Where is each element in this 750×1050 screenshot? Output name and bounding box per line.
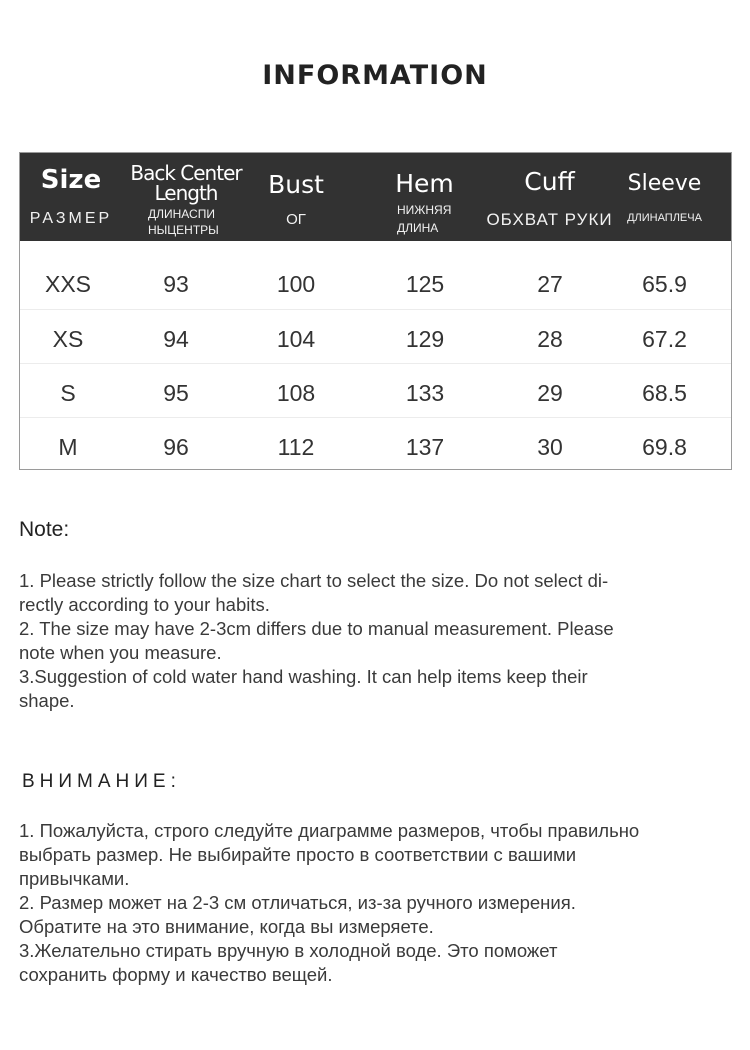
table-row xyxy=(20,363,731,418)
note-line: shape. xyxy=(19,690,75,711)
note-ru-line: Обратите на это внимание, когда вы измеряете. xyxy=(19,916,434,937)
note-line: 1. Please strictly follow the size chart to select the size. Do not select di- xyxy=(19,570,609,591)
note-heading: Note: xyxy=(19,518,70,541)
header-back-center-line1: Back Center xyxy=(130,161,242,185)
size-cell: XXS xyxy=(44,271,92,297)
header-hem-label: Hem xyxy=(395,169,454,198)
note-ru-line: сохранить форму и качество вещей. xyxy=(19,964,333,985)
hem-cell: 133 xyxy=(405,380,445,406)
header-back-center-length xyxy=(122,153,250,241)
header-bust-label: Bust xyxy=(268,170,324,199)
size-table xyxy=(19,152,732,470)
bust-cell: 104 xyxy=(276,326,316,352)
size-cell: S xyxy=(60,380,76,406)
note-ru-line: 1. Пожалуйста, строго следуйте диаграмме размеров, чтобы правильно xyxy=(19,820,640,841)
header-cuff-sub: ОБХВАТ РУКИ xyxy=(486,210,613,229)
note-body xyxy=(19,569,719,713)
header-bust-sub: ОГ xyxy=(286,211,306,228)
hem-cell: 125 xyxy=(405,271,445,297)
sleeve-cell: 67.2 xyxy=(642,326,687,352)
cuff-cell: 27 xyxy=(537,271,563,297)
back-center-length-cell: 94 xyxy=(163,326,189,352)
header-sleeve xyxy=(620,153,709,241)
bust-cell: 108 xyxy=(276,380,316,406)
bust-cell: 112 xyxy=(277,434,315,460)
note-line: 2. The size may have 2-3cm differs due to manual measurement. Please xyxy=(19,618,614,639)
note-line: 3.Suggestion of cold water hand washing. It can help items keep their xyxy=(19,666,588,687)
header-cuff-label: Cuff xyxy=(524,167,575,196)
header-size xyxy=(20,153,122,241)
hem-cell: 129 xyxy=(405,326,445,352)
header-bust xyxy=(250,153,342,241)
header-back-center-sub1: ДЛИНАСПИ xyxy=(148,207,215,221)
table-header xyxy=(20,153,731,241)
note-ru-heading: ВНИМАНИЕ: xyxy=(22,771,181,792)
note-ru-line: выбрать размер. Не выбирайте просто в соответствии с вашими xyxy=(19,844,577,865)
size-cell: M xyxy=(58,434,78,460)
cuff-cell: 29 xyxy=(537,380,563,406)
note-line: note when you measure. xyxy=(19,642,222,663)
hem-cell: 137 xyxy=(405,434,445,460)
back-center-length-cell: 96 xyxy=(163,434,189,460)
cuff-cell: 28 xyxy=(537,326,563,352)
note-ru-line: 3.Желательно стирать вручную в холодной воде. Это поможет xyxy=(19,940,558,961)
bust-cell: 100 xyxy=(276,271,316,297)
back-center-length-cell: 95 xyxy=(163,380,189,406)
header-sleeve-sub: ДЛИНАПЛЕЧА xyxy=(627,212,702,224)
sleeve-cell: 69.8 xyxy=(642,434,687,460)
sleeve-cell: 65.9 xyxy=(642,271,687,297)
note-ru-body xyxy=(19,819,719,987)
table-row xyxy=(20,417,731,472)
table-row xyxy=(20,255,731,309)
header-size-sub: РАЗМЕР xyxy=(29,210,113,227)
note-ru-line: привычками. xyxy=(19,868,130,889)
sleeve-cell: 68.5 xyxy=(642,380,687,406)
back-center-length-cell: 93 xyxy=(163,271,189,297)
size-cell: XS xyxy=(52,326,84,352)
header-hem-sub1: НИЖНЯЯ xyxy=(397,203,452,217)
header-sleeve-label: Sleeve xyxy=(627,171,702,196)
header-cuff xyxy=(477,153,622,241)
table-row xyxy=(20,309,731,364)
header-back-center-line2: Length xyxy=(154,181,218,205)
note-line: rectly according to your habits. xyxy=(19,594,270,615)
cuff-cell: 30 xyxy=(537,434,563,460)
header-hem-sub2: ДЛИНА xyxy=(397,221,439,235)
header-back-center-sub2: НЫЦЕНТРЫ xyxy=(148,223,219,237)
header-size-label: Size xyxy=(40,165,102,195)
page-title: INFORMATION xyxy=(262,60,488,91)
note-ru-line: 2. Размер может на 2-3 см отличаться, из-за ручного измерения. xyxy=(19,892,576,913)
